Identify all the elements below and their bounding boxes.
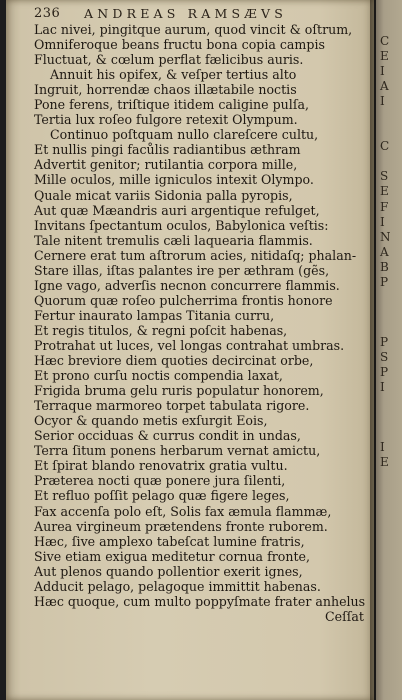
- text-line: Tale nitent tremulis cæli laquearia flammis.: [34, 232, 313, 248]
- facing-letter: F: [380, 199, 389, 214]
- catchword: Ceſſat: [325, 608, 364, 624]
- text-line: Hæc breviore diem quoties decircinat orbe,: [34, 353, 314, 369]
- text-line: Præterea nocti quæ ponere jura ſilenti,: [34, 473, 286, 489]
- text-line: Adducit pelago, pelagoque immittit habenas.: [34, 578, 321, 594]
- page-number: 236: [34, 6, 61, 21]
- text-line: Fax accenſa polo eſt, Solis fax æmula flammæ,: [34, 503, 332, 519]
- text-line: Continuo poſtquam nullo clareſcere cultu,: [50, 127, 319, 143]
- text-line: Omniferoque beans fructu bona copia campis: [34, 37, 325, 53]
- facing-page-edge: [376, 0, 402, 700]
- text-line: Lac nivei, pingitque aurum, quod vincit & oſtrum,: [34, 22, 353, 37]
- text-line: Quale micat variis Sidonia palla pyropis,: [34, 187, 293, 203]
- facing-letter: [380, 425, 400, 440]
- text-line: Terra ſitum ponens herbarum vernat amictu,: [34, 443, 321, 459]
- facing-letter: [380, 500, 400, 515]
- text-line: Stare illas, iſtas palantes ire per æthram (gẽs,: [34, 262, 330, 278]
- text-line: Hæc, ſive amplexo tabeſcat lumine fratris,: [34, 533, 305, 549]
- text-line: Pone ferens, triſtique itidem caligine pulſa,: [34, 97, 309, 113]
- text-line: Aut plenos quando pollentior exerit ignes,: [34, 563, 303, 579]
- facing-page-letters: [380, 34, 400, 531]
- facing-letter: I: [380, 214, 385, 229]
- facing-letter: E: [380, 49, 389, 64]
- text-line: Et nullis pingi facůlis radiantibus æthram: [34, 142, 301, 158]
- facing-letter: S: [380, 349, 389, 364]
- text-line: Terraque marmoreo torpet tabulata rigore.: [34, 398, 310, 414]
- text-line: Et refluo poſſit pelago quæ figere leges,: [34, 488, 290, 504]
- text-line: Et ſpirat blando renovatrix gratia vultu.: [34, 458, 288, 474]
- text-line: Igne vago, adverſis necnon concurrere flammis.: [34, 277, 340, 293]
- facing-letter: N: [380, 229, 391, 244]
- facing-letter: [380, 410, 400, 425]
- text-line: Hæc quoque, cum multo poppyſmate frater anhelus: [34, 593, 366, 609]
- text-line: Protrahat ut luces, vel longas contrahat umbras.: [34, 337, 345, 353]
- facing-letter: C: [380, 34, 390, 48]
- text-line: Mille oculos, mille igniculos intexit Olympo.: [34, 172, 314, 188]
- facing-letter: P: [380, 334, 389, 349]
- facing-letter: E: [380, 184, 389, 199]
- text-line: Fluctuat, & cœlum perflat fælicibus auris.: [34, 52, 304, 68]
- text-line: Fertur inaurato lampas Titania curru,: [34, 307, 275, 323]
- running-head: ANDREAS RAMSÆVS: [84, 6, 287, 21]
- facing-letter: [380, 395, 400, 410]
- text-line: Serior occiduas & currus condit in undas,: [34, 428, 301, 444]
- facing-letter: A: [380, 79, 389, 94]
- facing-letter: [380, 485, 400, 500]
- text-line: Et prono curſu noctis compendia laxat,: [34, 368, 283, 384]
- facing-letter: [380, 109, 400, 124]
- facing-letter: P: [380, 274, 389, 289]
- text-line: Aurea virgineum prætendens fronte ruborem.: [34, 518, 328, 534]
- facing-letter: I: [380, 94, 385, 109]
- text-line: Sive etiam exigua meditetur cornua fronte,: [34, 548, 310, 564]
- text-line: Aut quæ Mæandris auri argentique refulget,: [34, 202, 320, 218]
- facing-letter: [380, 290, 400, 305]
- text-line: Et regis titulos, & regni poſcit habenas,: [34, 322, 288, 338]
- text-line: Frigida bruma gelu ruris populatur honorem,: [34, 383, 324, 399]
- facing-letter: P: [380, 365, 389, 380]
- book-page: [6, 0, 374, 700]
- facing-letter: I: [380, 380, 385, 395]
- page-header: [34, 6, 364, 22]
- facing-letter: B: [380, 259, 389, 274]
- facing-letter: [380, 305, 400, 320]
- text-line: Ingruit, horrendæ chaos illætabile noctis: [34, 82, 297, 98]
- text-line: Quorum quæ roſeo pulcherrima frontis honore: [34, 292, 333, 308]
- text-line: Ocyor & quando metis exſurgit Eois,: [34, 413, 268, 429]
- facing-letter: [380, 516, 400, 531]
- facing-letter: A: [380, 244, 389, 259]
- facing-letter: [380, 124, 400, 139]
- text-line: Cernere erat tum aſtrorum acies, nitidaſq; phalan-: [34, 247, 357, 263]
- facing-letter: S: [380, 169, 389, 184]
- text-line: Annuit his opifex, & veſper tertius alto: [50, 67, 297, 83]
- facing-letter: I: [380, 64, 385, 79]
- facing-letter: [380, 154, 400, 169]
- poem-text-block: [34, 22, 374, 624]
- text-line: Tertia lux roſeo fulgore retexit Olympum.: [34, 112, 298, 128]
- facing-letter: [380, 470, 400, 485]
- text-line: Advertit genitor; rutilantia corpora mille,: [34, 157, 298, 173]
- facing-letter: E: [380, 455, 389, 470]
- facing-letter: C: [380, 139, 390, 154]
- text-line: Invitans ſpectantum oculos, Babylonica veſtis:: [34, 217, 329, 233]
- facing-letter: [380, 320, 400, 335]
- facing-letter: I: [380, 440, 385, 455]
